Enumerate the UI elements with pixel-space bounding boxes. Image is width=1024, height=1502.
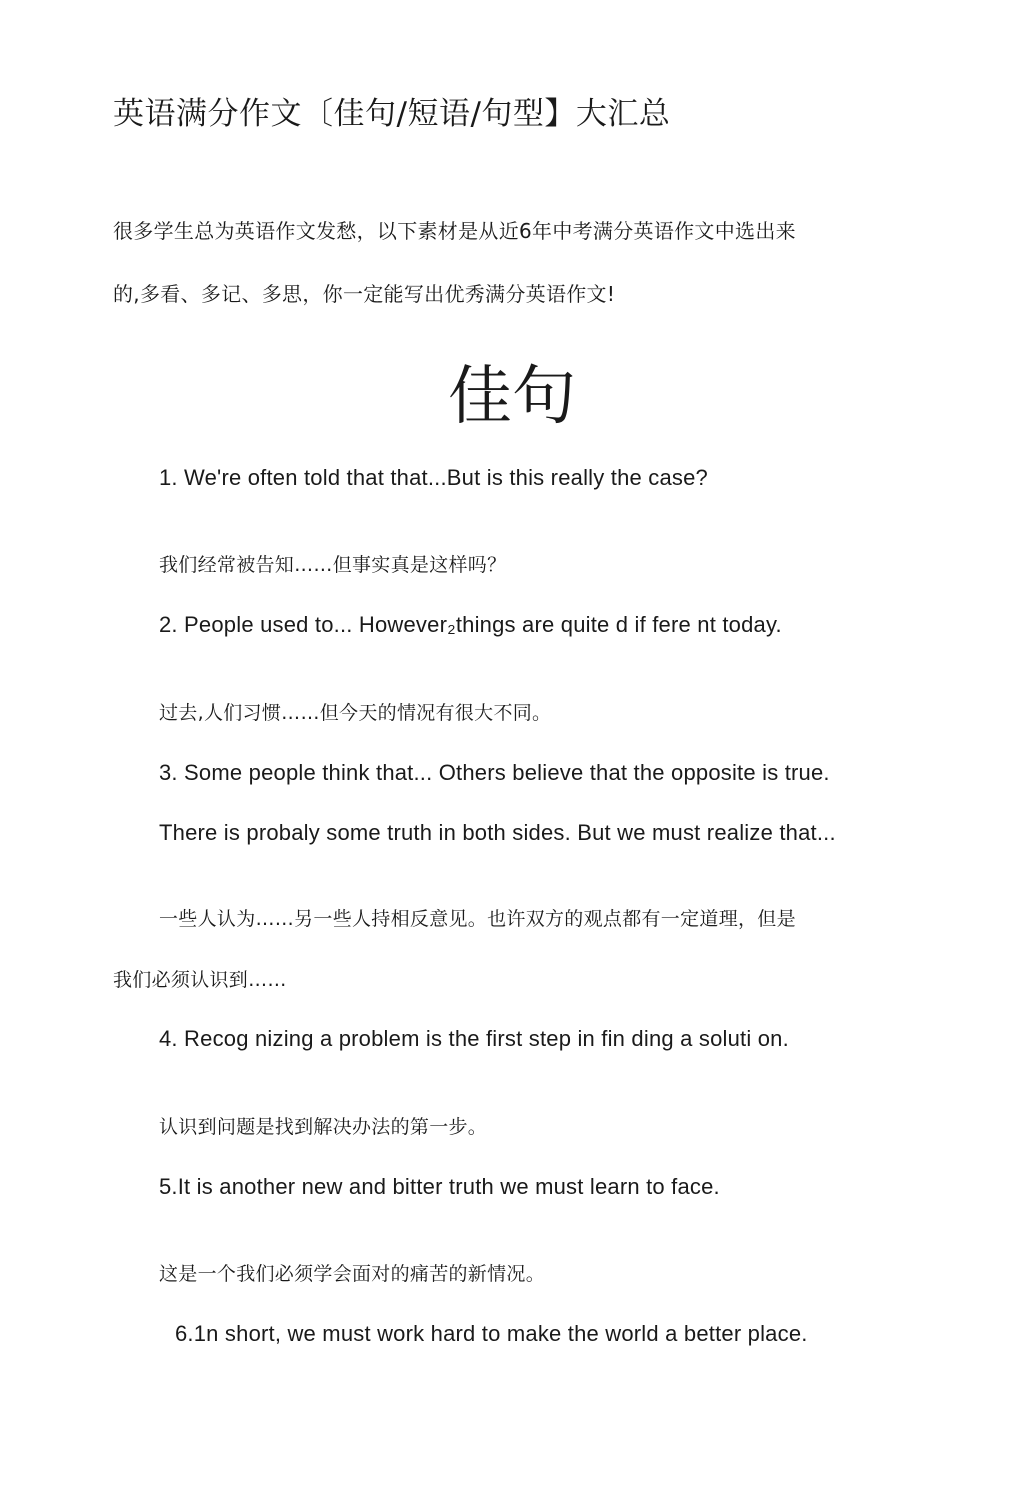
sentence-english: 2. People used to... However₂things are quite d if fere nt today. [159, 612, 782, 637]
sentence-chinese: 我们经常被告知……但事实真是这样吗？ [159, 554, 507, 576]
sentence-english: 6.1n short, we must work hard to make the world a better place. [175, 1321, 808, 1346]
intro-line-2: 的,多看、多记、多思，你一定能写出优秀满分英语作文! [113, 282, 616, 306]
sentence-english: 1. We're often told that that...But is this really the case? [159, 465, 708, 490]
sentence-chinese-continued: 我们必须认识到…… [113, 969, 287, 991]
sentence-english: 5.It is another new and bitter truth we must learn to face. [159, 1174, 720, 1199]
sentence-english: 3. Some people think that... Others believe that the opposite is true. [159, 760, 830, 785]
sentence-chinese: 过去,人们习惯……但今天的情况有很大不同。 [159, 702, 552, 724]
document-title: 英语满分作文〔佳句/短语/句型】大汇总 [113, 96, 671, 132]
intro-line-1: 很多学生总为英语作文发愁，以下素材是从近6年中考满分英语作文中选出来 [113, 219, 796, 243]
sentence-english-continued: There is probaly some truth in both sides. But we must realize that... [159, 820, 836, 845]
sentence-chinese: 这是一个我们必须学会面对的痛苦的新情况。 [159, 1263, 546, 1285]
sentence-english: 4. Recog nizing a problem is the first step in fin ding a soluti on. [159, 1026, 789, 1051]
section-heading: 佳句 [448, 360, 576, 434]
sentence-chinese: 一些人认为……另一些人持相反意见。也许双方的观点都有一定道理，但是 [159, 908, 796, 930]
sentence-chinese: 认识到问题是找到解决办法的第一步。 [159, 1116, 488, 1138]
